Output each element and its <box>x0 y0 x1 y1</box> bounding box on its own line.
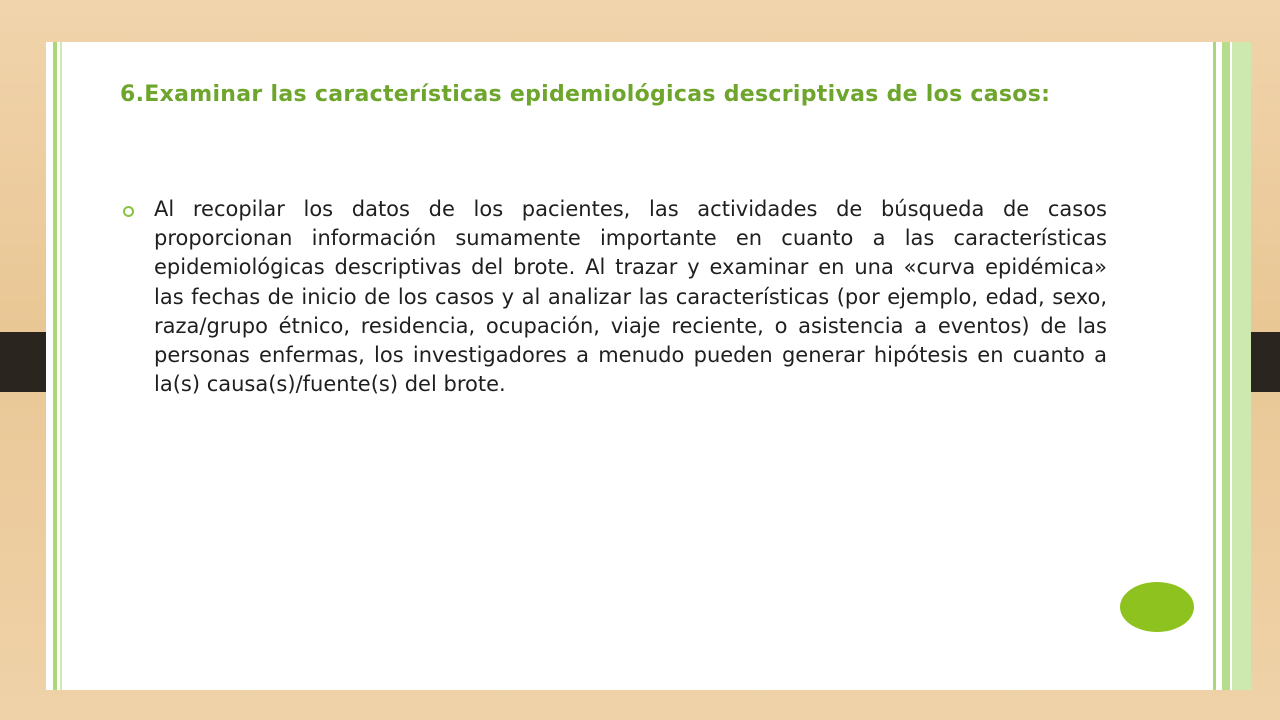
right-stripe-1 <box>1213 42 1216 690</box>
background-dark-strip-right <box>1248 332 1280 392</box>
bullet-text: Al recopilar los datos de los pacientes, las actividades de búsqueda de casos proporcionan información sumamente importante en cuanto a las características epidemiológicas descriptivas del brote. Al trazar y examinar en una «curva epidémica» las fechas de inicio de los casos y al analizar las características (por ejemplo, edad, sexo, raza/grupo étnico, residencia, ocupación, viaje reciente, o asistencia a eventos) de las personas enfermas, los investigadores a menudo pueden generar hipótesis en cuanto a la(s) causa(s)/fuente(s) del brote. <box>154 197 1107 397</box>
left-green-rule <box>53 42 57 690</box>
slide-title: 6.Examinar las características epidemiológicas descriptivas de los casos: <box>120 82 1051 107</box>
background-dark-strip-left <box>0 332 50 392</box>
slide <box>46 42 1251 690</box>
left-green-rule-thin <box>60 42 62 690</box>
right-green-stripes <box>1203 42 1251 690</box>
right-stripe-3 <box>1232 42 1251 690</box>
bullet-circle-icon <box>123 206 134 217</box>
green-circle-decoration <box>1120 582 1194 632</box>
right-stripe-2 <box>1222 42 1230 690</box>
